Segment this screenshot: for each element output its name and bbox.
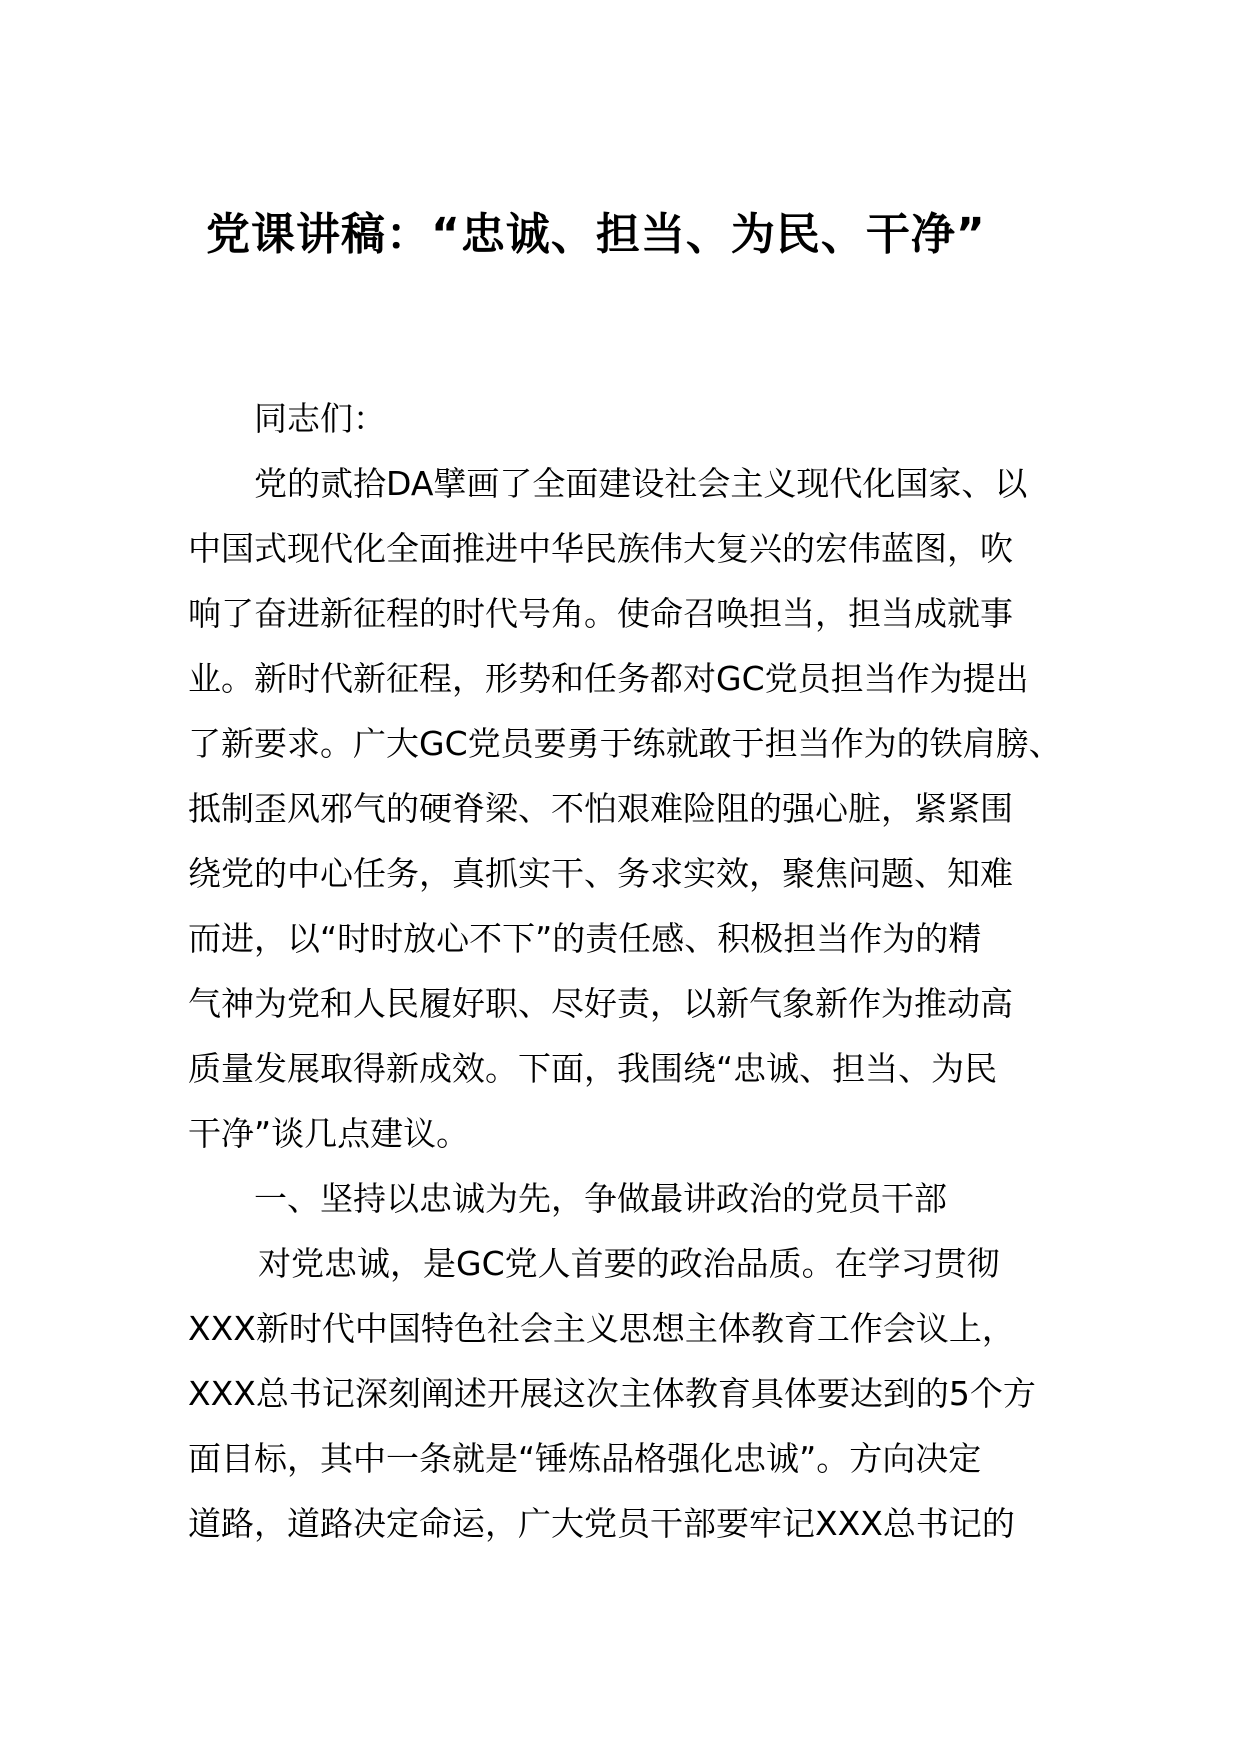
paragraph-line: 响了奋进新征程的时代号角。使命召唤担当，担当成就事 [188, 594, 1013, 633]
paragraph-line: 气神为党和人民履好职、尽好责，以新气象新作为推动高 [188, 984, 1013, 1023]
paragraph-line: 抵制歪风邪气的硬脊梁、不怕艰难险阻的强心脏，紧紧围 [188, 789, 1013, 828]
section-heading: 一、坚持以忠诚为先，争做最讲政治的党员干部 [254, 1179, 947, 1218]
paragraph-line: 中国式现代化全面推进中华民族伟大复兴的宏伟蓝图，吹 [188, 529, 1013, 568]
paragraph-line: 业。新时代新征程，形势和任务都对GC党员担当作为提出 [188, 659, 1029, 698]
document-body [188, 386, 1088, 1556]
salutation: 同志们： [254, 399, 386, 438]
paragraph-line: XXX新时代中国特色社会主义思想主体教育工作会议上， [188, 1309, 1015, 1348]
paragraph-line: 面目标，其中一条就是“锤炼品格强化忠诚”。方向决定 [188, 1439, 982, 1478]
paragraph-line: 对党忠诚，是GC党人首要的政治品质。在学习贯彻 [258, 1244, 1000, 1283]
paragraph-line: 了新要求。广大GC党员要勇于练就敢于担当作为的铁肩膀、 [188, 724, 1062, 763]
paragraph-line: 绕党的中心任务，真抓实干、务求实效，聚焦问题、知难 [188, 854, 1013, 893]
document-title: 党课讲稿：“忠诚、担当、为民、干净” [206, 209, 986, 260]
paragraph-line: 而进，以“时时放心不下”的责任感、积极担当作为的精 [188, 919, 982, 958]
paragraph-line: XXX总书记深刻阐述开展这次主体教育具体要达到的5个方 [188, 1374, 1036, 1413]
paragraph-line: 党的贰拾DA擘画了全面建设社会主义现代化国家、以 [254, 464, 1028, 503]
paragraph-line: 道路，道路决定命运，广大党员干部要牢记XXX总书记的 [188, 1504, 1015, 1543]
paragraph-line: 干净”谈几点建议。 [188, 1114, 470, 1153]
paragraph-line: 质量发展取得新成效。下面，我围绕“忠诚、担当、为民 [188, 1049, 998, 1088]
